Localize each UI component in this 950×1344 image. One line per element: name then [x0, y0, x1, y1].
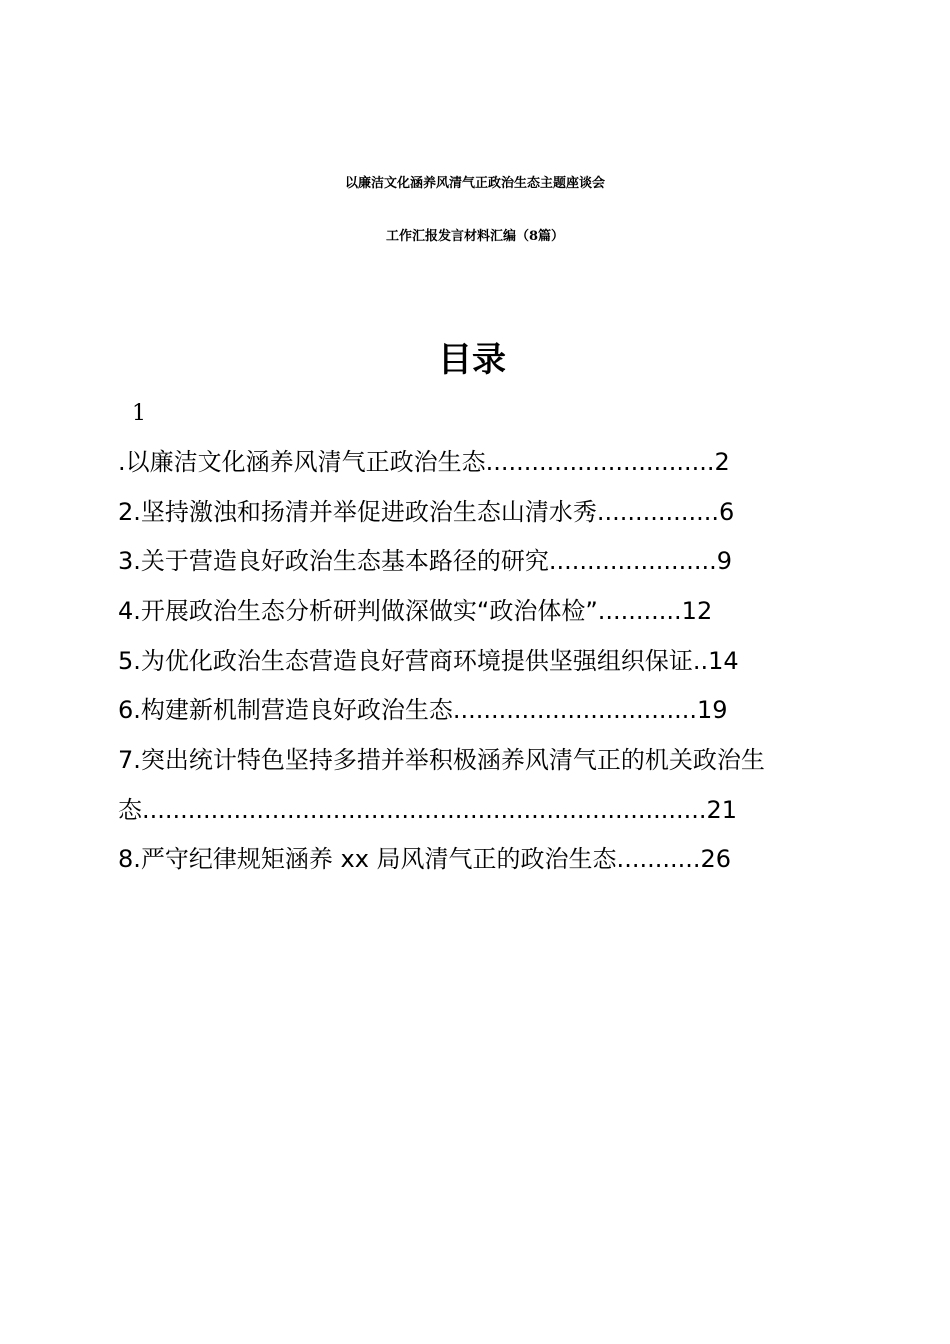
toc-entry-7-line-1: 7.突出统计特色坚持多措并举积极涵养风清气正的机关政治生 — [118, 746, 765, 774]
toc-entry-3: 3.关于营造良好政治生态基本路径的研究......................9 — [118, 547, 733, 575]
toc-entry-8: 8.严守纪律规矩涵养 xx 局风清气正的政治生态...........26 — [118, 845, 732, 873]
toc-entry-7-line-2: 态..........................................................................21 — [118, 796, 738, 824]
document-title-line-2: 工作汇报发言材料汇编（8篇） — [385, 229, 565, 244]
document-title-line-1: 以廉洁文化涵养风清气正政治生态主题座谈会 — [344, 176, 605, 191]
toc-heading: 目录 — [438, 340, 506, 380]
toc-entry-5: 5.为优化政治生态营造良好营商环境提供坚强组织保证..14 — [118, 647, 739, 675]
toc-entry-2: 2.坚持激浊和扬清并举促进政治生态山清水秀................6 — [118, 498, 735, 526]
toc-entry-1: .以廉洁文化涵养风清气正政治生态..............................2 — [118, 448, 730, 476]
toc-entry-4: 4.开展政治生态分析研判做深做实“政治体检”...........12 — [118, 597, 713, 625]
stray-number: 1 — [132, 401, 146, 426]
toc-entry-6: 6.构建新机制营造良好政治生态................................19 — [118, 696, 728, 724]
